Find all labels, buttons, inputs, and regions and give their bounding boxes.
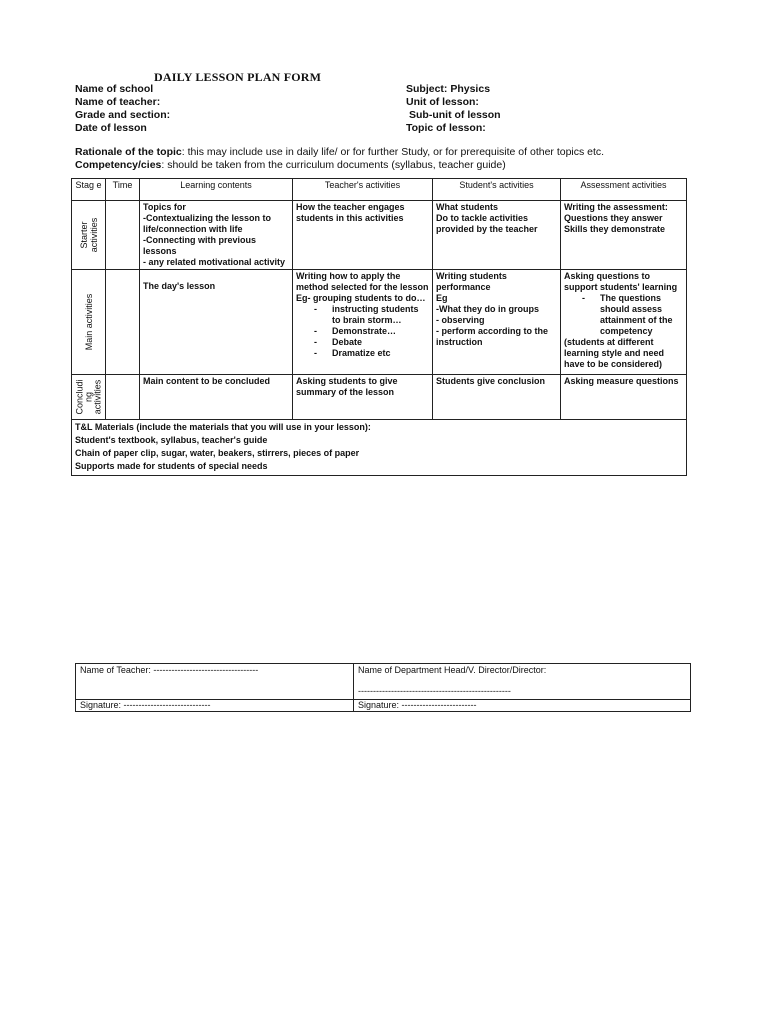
stage-cell-concluding [72, 375, 106, 420]
teacher-cell: Asking students to give summary of the lesson [293, 375, 433, 420]
student-cell: What students Do to tackle activities provided by the teacher [433, 201, 561, 270]
teacher-name-label: Name of teacher: [75, 96, 161, 108]
time-cell [106, 201, 140, 270]
list-item: - Debate [314, 337, 363, 347]
lesson-date-label: Date of lesson [75, 122, 147, 134]
assessment-cell: Asking measure questions [561, 375, 687, 420]
col-header-stage: Stag e [72, 179, 106, 201]
competency-text: : should be taken from the curriculum documents (syllabus, teacher guide) [161, 159, 506, 171]
assessment-cell: Writing the assessment: Questions they answer Skills they demonstrate [561, 201, 687, 270]
student-cell: Students give conclusion [433, 375, 561, 420]
school-name-label: Name of school [75, 83, 154, 95]
teacher-name-field[interactable]: Name of Teacher: ----------------------------------- [76, 664, 354, 700]
learning-cell: The day's lesson [140, 270, 293, 375]
materials-row [72, 420, 687, 476]
time-cell [106, 375, 140, 420]
list-item: - Dramatize etc [314, 348, 391, 358]
rationale-text: : this may include use in daily life/ or for further Study, or for prerequisite of other topics etc. [181, 146, 605, 158]
head-signature-field[interactable]: Signature: ------------------------- [354, 700, 691, 712]
student-cell: Writing students performance Eg -What they do in groups - observing - perform according to the instruction [433, 270, 561, 375]
rationale-label: Rationale of the topic [75, 146, 182, 158]
topic-label: Topic of lesson: [406, 122, 486, 134]
rationale-line [75, 146, 604, 159]
teacher-signature-field[interactable]: Signature: ----------------------------- [76, 700, 354, 712]
stage-label-main: Main activities [83, 293, 94, 351]
grade-section-label: Grade and section: [75, 109, 171, 121]
learning-cell: Main content to be concluded [140, 375, 293, 420]
materials-item: Supports made for students of special needs [75, 461, 268, 471]
teacher-cell: How the teacher engages students in this activities [293, 201, 433, 270]
list-item: - The questions should assess attainment of the competency [582, 293, 673, 336]
unit-label: Unit of lesson: [406, 96, 479, 108]
time-cell [106, 270, 140, 375]
stage-cell-main [72, 270, 106, 375]
table-row [72, 270, 687, 375]
subject-label: Subject: Physics [406, 83, 491, 95]
col-header-learning: Learning contents [140, 179, 293, 201]
sub-unit-label: Sub-unit of lesson [409, 109, 501, 121]
table-header-row [72, 179, 687, 201]
teacher-cell: Writing how to apply the method selected for the lesson Eg- grouping students to do… - instructing students to brain storm… - Demonstrate… - Debate - Dramatize etc [293, 270, 433, 375]
stage-label-concluding: Concludi ng activities [74, 379, 102, 415]
competency-line [75, 159, 604, 172]
table-row [72, 201, 687, 270]
stage-label-starter: Starter activities [78, 217, 99, 253]
lesson-plan-table [71, 178, 687, 476]
assessment-cell: Asking questions to support students' learning - The questions should assess attainment of the competency (students at different learning style and need have to be considered) [561, 270, 687, 375]
col-header-teacher: Teacher's activities [293, 179, 433, 201]
list-item: - instructing students to brain storm… [314, 304, 419, 325]
header-left [75, 83, 170, 135]
materials-item: Student's textbook, syllabus, teacher's guide [75, 435, 268, 445]
form-title: DAILY LESSON PLAN FORM [154, 70, 322, 84]
col-header-student: Student's activities [433, 179, 561, 201]
header-right [406, 83, 501, 135]
stage-cell-starter [72, 201, 106, 270]
table-row [72, 375, 687, 420]
list-item: - Demonstrate… [314, 326, 397, 336]
materials-heading: T&L Materials (include the materials that you will use in your lesson): [75, 422, 371, 432]
materials-cell [72, 420, 687, 476]
col-header-assessment: Assessment activities [561, 179, 687, 201]
dept-head-field[interactable]: Name of Department Head/V. Director/Director: --------------------------------------------------- [354, 664, 691, 700]
signature-table [75, 663, 691, 712]
learning-cell: Topics for -Contextualizing the lesson to life/connection with life -Connecting with previous lessons - any related motivational activity [140, 201, 293, 270]
materials-item: Chain of paper clip, sugar, water, beakers, stirrers, pieces of paper [75, 448, 360, 458]
rationale-block [75, 146, 604, 172]
competency-label: Competency/cies [75, 159, 162, 171]
col-header-time: Time [106, 179, 140, 201]
